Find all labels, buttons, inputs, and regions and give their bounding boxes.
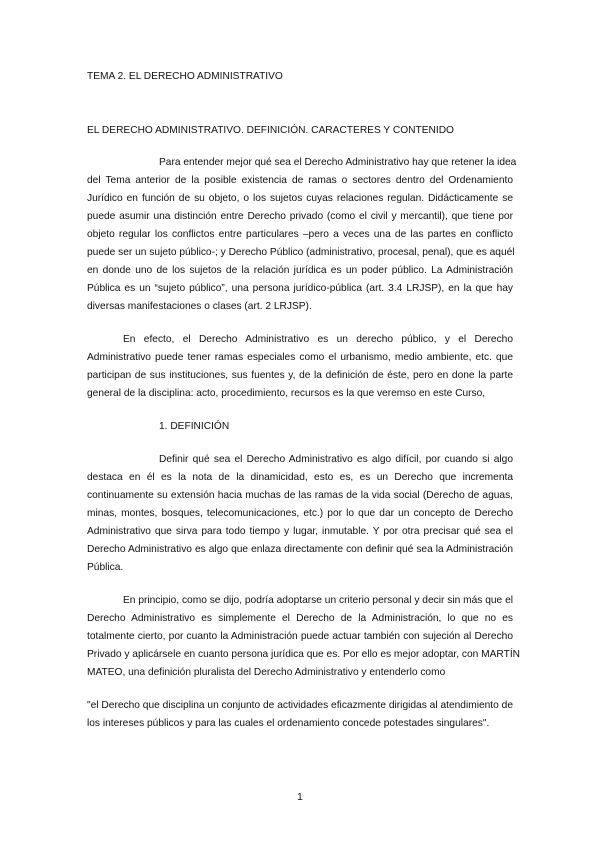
text-line: diversas manifestaciones o clases (art. 2 LRJSP). [87,301,312,312]
section-title: EL DERECHO ADMINISTRATIVO. DEFINICIÓN. CARACTERES Y CONTENIDO [87,125,454,136]
text-line: en donde uno de los sujetos de la relación jurídica es un poder público. La Administración [87,265,513,276]
page-number: 1 [297,792,303,803]
text-line: totalmente cierto, por cuanto la Administración puede actuar también con sujeción al Derecho [87,631,513,642]
text-line: Administrativo puede tener ramas especiales como el urbanismo, medio ambiente, etc. que [87,352,513,363]
text-line: En efecto, el Derecho Administrativo es un derecho público, y el Derecho [123,334,513,345]
text-line: Pública. [87,562,124,573]
text-line: continuamente su extensión hacia muchas de las ramas de la vida social (Derecho de aguas, [87,490,513,501]
text-line: objeto regular los conflictos entre particulares –pero a veces una de las partes en conflicto [87,229,513,240]
text-line: Administrativo que sirva para todo tiempo y lugar, inmutable. Y por otra precisar qué sea el [87,526,513,537]
text-line: Jurídico en función de su objeto, o los sujetos cuyas relaciones regulan. Didácticamente se [87,193,513,204]
quote-line: "el Derecho que disciplina un conjunto de actividades eficazmente dirigidas al atendimiento de [87,700,513,711]
text-line: Definir qué sea el Derecho Administrativo es algo difícil, por cuando si algo [159,454,513,465]
text-line: Pública es un “sujeto público”, una persona jurídico-pública (art. 3.4 LRJSP), en la que hay [87,283,513,294]
text-line: general de la disciplina: acto, procedimiento, recursos es la que veremso en este Curso, [87,388,486,399]
subsection-title: 1. DEFINICIÓN [159,421,230,432]
text-line: del Tema anterior de la posible existencia de ramas o sectores dentro del Ordenamiento [87,175,513,186]
text-line: minas, montes, bosques, telecomunicaciones, etc.) por lo que dar un concepto de Derecho [87,508,513,519]
text-line: participan de sus instituciones, sus fuentes y, de la definición de éste, pero en done la parte [87,370,513,381]
text-line: Derecho Administrativo es simplemente el Derecho de la Administración, lo que no es [87,613,513,624]
text-line: Para entender mejor qué sea el Derecho Administrativo hay que retener la idea [159,157,517,168]
text-line: En principio, como se dijo, podría adoptarse un criterio personal y decir sin más que el [123,595,513,606]
text-line: puede ser un sujeto público-; y Derecho Público (administrativo, procesal, penal), que es aquél [87,247,515,258]
text-line: Derecho Administrativo es algo que enlaza directamente con definir qué sea la Administración [87,544,513,555]
tema-title: TEMA 2. EL DERECHO ADMINISTRATIVO [87,71,283,82]
text-line: MATEO, una definición pluralista del Derecho Administrativo y entenderlo como [87,667,446,678]
text-line: puede asumir una distinción entre Derecho privado (como el civil y mercantil), que tiene por [87,211,513,222]
text-line: Privado y aplicársele en cuanto persona jurídica que es. Por ello es mejor adoptar, con MARTÍN [87,649,521,660]
quote-line: los intereses públicos y para las cuales el ordenamiento concede potestades singulares". [87,718,490,729]
text-line: destaca en él es la nota de la dinamicidad, esto es, es un Derecho que incrementa [87,472,513,483]
